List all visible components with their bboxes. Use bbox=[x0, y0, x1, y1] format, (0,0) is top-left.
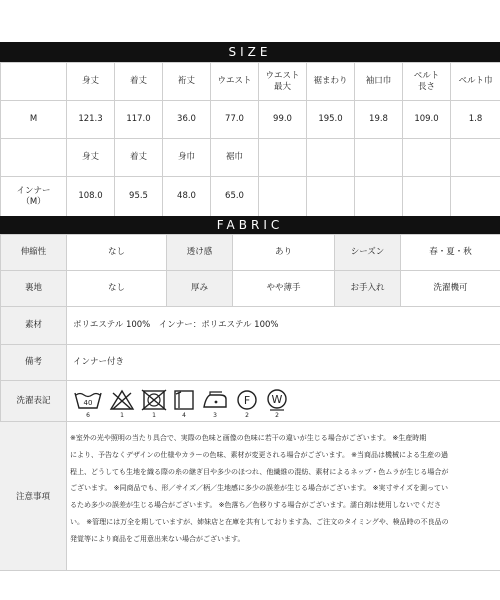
size-header: ベルト巾 bbox=[451, 63, 500, 101]
care-num: 2 bbox=[275, 412, 279, 419]
empty-cell bbox=[355, 177, 403, 217]
size-value: 195.0 bbox=[307, 101, 355, 139]
empty-cell bbox=[259, 139, 307, 177]
size-header: 裄丈 bbox=[163, 63, 211, 101]
wet-clean-w-icon bbox=[265, 389, 289, 411]
lining-value: なし bbox=[67, 271, 167, 307]
care-num: 4 bbox=[182, 412, 186, 419]
no-bleach-icon bbox=[109, 389, 135, 411]
size-header: ウエスト bbox=[211, 63, 259, 101]
empty-cell bbox=[403, 139, 451, 177]
notes-line: により、予告なくデザインの仕様やカラーの色味、素材が変更される場合がございます。 ※当商品は機械による生産の過 bbox=[70, 450, 449, 459]
remarks-label: 備考 bbox=[1, 345, 67, 381]
inner-header: 裾巾 bbox=[211, 139, 259, 177]
care-value: 洗濯機可 bbox=[401, 271, 500, 307]
inner-value: 48.0 bbox=[163, 177, 211, 217]
care-item bbox=[173, 389, 195, 419]
size-value: 36.0 bbox=[163, 101, 211, 139]
care-item bbox=[73, 389, 103, 419]
season-label: シーズン bbox=[335, 235, 401, 271]
size-value: 19.8 bbox=[355, 101, 403, 139]
dry-clean-letter: F bbox=[243, 394, 251, 407]
notes-line: 発覚等により商品をご用意出来ない場合がございます。 bbox=[70, 534, 245, 543]
inner-row bbox=[1, 177, 500, 217]
fabric-row-1 bbox=[1, 235, 500, 271]
fabric-section-title bbox=[0, 216, 500, 234]
material-row bbox=[1, 307, 500, 345]
inner-corner-cell bbox=[1, 139, 67, 177]
fabric-row-2 bbox=[1, 271, 500, 307]
size-value: 109.0 bbox=[403, 101, 451, 139]
size-value: 117.0 bbox=[115, 101, 163, 139]
wet-clean-letter: W bbox=[271, 393, 283, 406]
remarks-row bbox=[1, 345, 500, 381]
fabric-detail-table bbox=[0, 306, 500, 422]
inner-header: 身丈 bbox=[67, 139, 115, 177]
notes-section bbox=[0, 421, 500, 571]
size-row-label: M bbox=[1, 101, 67, 139]
notes-line: 程上、どうしても生地を織る際の糸の継ぎ目や多少のほつれ、他繊維の混紡、素材によるネップ・色ムラが生じる場合が bbox=[70, 467, 449, 476]
size-value: 1.8 bbox=[451, 101, 500, 139]
wash-temp-text: 40 bbox=[83, 399, 93, 407]
care-item bbox=[265, 389, 289, 419]
thickness-label: 厚み bbox=[167, 271, 233, 307]
size-value: 99.0 bbox=[259, 101, 307, 139]
stretch-value: なし bbox=[67, 235, 167, 271]
size-header: ベルト 長さ bbox=[403, 63, 451, 101]
inner-header: 着丈 bbox=[115, 139, 163, 177]
size-corner-cell bbox=[1, 63, 67, 101]
notes-label: 注意事項 bbox=[0, 422, 67, 570]
empty-cell bbox=[307, 177, 355, 217]
lining-label: 裏地 bbox=[1, 271, 67, 307]
care-num: 2 bbox=[245, 412, 249, 419]
fabric-table bbox=[0, 234, 500, 307]
stretch-label: 伸縮性 bbox=[1, 235, 67, 271]
care-item bbox=[235, 389, 259, 419]
fabric-title-text: FABRIC bbox=[216, 218, 284, 232]
care-item bbox=[141, 389, 167, 419]
size-header-row bbox=[1, 63, 500, 101]
size-header: 裾まわり bbox=[307, 63, 355, 101]
empty-cell bbox=[451, 139, 500, 177]
care-num: 6 bbox=[86, 412, 90, 419]
remarks-value: インナー付き bbox=[67, 345, 500, 381]
size-header: ウエスト 最大 bbox=[259, 63, 307, 101]
inner-value: 108.0 bbox=[67, 177, 115, 217]
sheerness-label: 透け感 bbox=[167, 235, 233, 271]
material-value: ポリエステル 100% インナー：ポリエステル 100% bbox=[67, 307, 500, 345]
size-section-title bbox=[0, 42, 500, 62]
size-row-m bbox=[1, 101, 500, 139]
care-item bbox=[201, 389, 229, 419]
care-item bbox=[109, 389, 135, 419]
notes-line: るため多少の誤差が生じる場合がございます。 ※色落ち／色移りする場合がございます。濡白剤は使用しないでくださ bbox=[70, 501, 441, 510]
care-symbols-label: 洗濯表記 bbox=[1, 381, 67, 422]
notes-line: ございます。 ※同商品でも、形／サイズ／柄／生地感に多少の誤差が生じる場合がございます。 ※実寸サイズを測ってい bbox=[70, 484, 448, 493]
sheerness-value: あり bbox=[233, 235, 335, 271]
size-table bbox=[0, 62, 500, 217]
empty-cell bbox=[307, 139, 355, 177]
material-label: 素材 bbox=[1, 307, 67, 345]
empty-cell bbox=[259, 177, 307, 217]
inner-value: 95.5 bbox=[115, 177, 163, 217]
notes-line: い。 ※管理には万全を期していますが、姉妹店と在庫を共有しております為、ご注文のタイミングや、検品時の不良品の bbox=[70, 517, 449, 526]
care-symbols bbox=[69, 383, 500, 419]
care-num: 1 bbox=[152, 412, 156, 419]
inner-row-label: インナー （M） bbox=[1, 177, 67, 217]
no-tumble-dry-icon bbox=[141, 389, 167, 411]
wash-40-tub-icon bbox=[73, 389, 103, 411]
season-value: 春・夏・秋 bbox=[401, 235, 500, 271]
inner-value: 65.0 bbox=[211, 177, 259, 217]
care-row bbox=[1, 381, 500, 422]
inner-header: 身巾 bbox=[163, 139, 211, 177]
care-label: お手入れ bbox=[335, 271, 401, 307]
size-header: 袖口巾 bbox=[355, 63, 403, 101]
dry-clean-f-icon bbox=[235, 389, 259, 411]
empty-cell bbox=[451, 177, 500, 217]
care-symbols-cell bbox=[67, 381, 500, 422]
notes-line: ※室外の光や照明の当たり具合で、実際の色味と画像の色味に若干の違いが生じる場合がございます。 ※生産時期 bbox=[70, 434, 427, 442]
empty-cell bbox=[403, 177, 451, 217]
size-header: 身丈 bbox=[67, 63, 115, 101]
size-title-text: SIZE bbox=[228, 45, 272, 59]
care-num: 3 bbox=[213, 412, 217, 419]
line-dry-icon bbox=[173, 389, 195, 411]
iron-low-icon bbox=[201, 389, 229, 411]
size-value: 77.0 bbox=[211, 101, 259, 139]
inner-header-row bbox=[1, 139, 500, 177]
care-num: 1 bbox=[120, 412, 124, 419]
size-header: 着丈 bbox=[115, 63, 163, 101]
thickness-value: やや薄手 bbox=[233, 271, 335, 307]
size-value: 121.3 bbox=[67, 101, 115, 139]
empty-cell bbox=[355, 139, 403, 177]
notes-text bbox=[70, 430, 496, 548]
